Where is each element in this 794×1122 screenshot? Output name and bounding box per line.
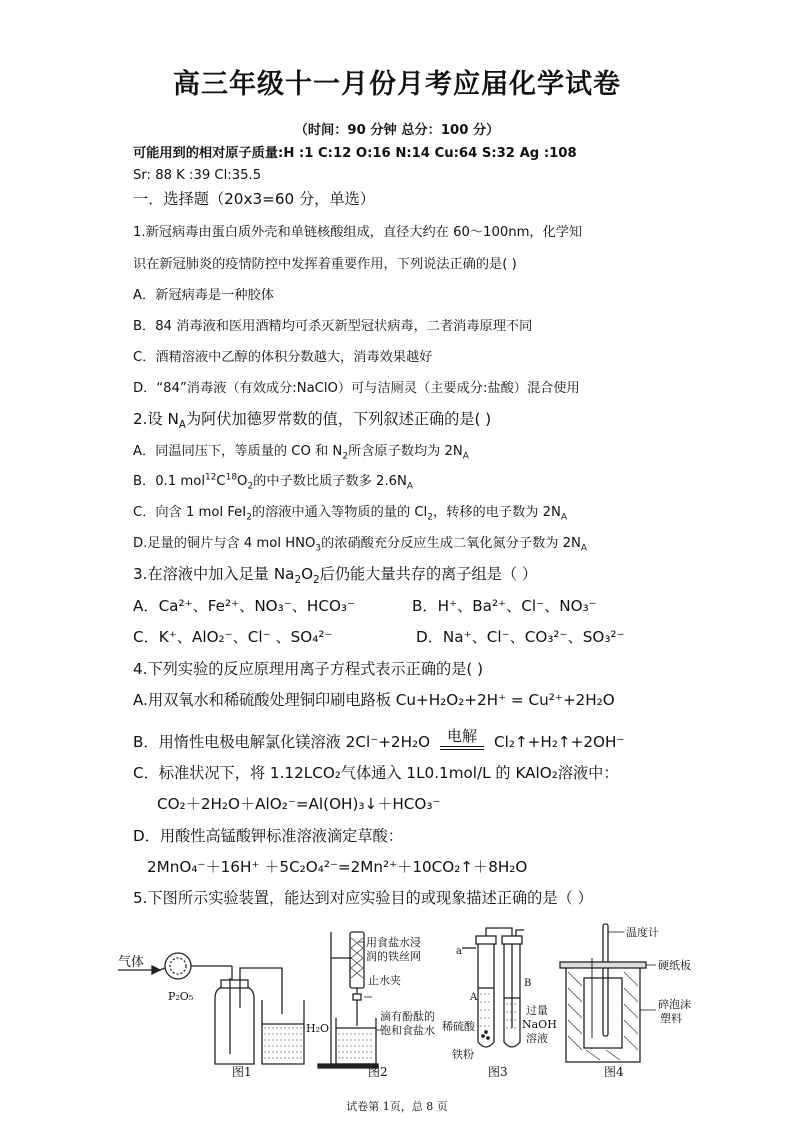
atomic-mass-line-2: Sr: 88 K :39 Cl:35.5 <box>133 168 262 183</box>
q4-option-c-1: C．标准状况下，将 1.12LCO₂气体通入 1L0.1mol/L 的 KAlO₂溶液中： <box>133 764 619 782</box>
time-info: （时间：90 分钟 总分：100 分） <box>294 123 500 138</box>
atomic-mass-line-1: 可能用到的相对原子质量:H :1 C:12 O:16 N:14 Cu:64 S:32 Ag :108 <box>133 146 577 161</box>
thermometer <box>603 924 608 1036</box>
figure-4 <box>560 924 691 1079</box>
q2-option-d: D.足量的铜片与含 4 mol $HNO_3$的浓硝酸充分反应生成二氧化氮分子数为 $2N_A$ <box>133 536 588 554</box>
fig2-label-2: 润的铁丝网 <box>366 950 421 963</box>
fig2-caption: 图2 <box>368 1065 388 1079</box>
q3-option-c: C．K⁺、AlO₂⁻、Cl⁻ 、SO₄²⁻ <box>133 628 333 646</box>
q2-stem: 2.设 $N_A$为阿伏加德罗常数的值，下列叙述正确的是( ) <box>133 410 492 432</box>
fig3-naoh-label-2: NaOH <box>522 1018 557 1031</box>
q4-option-b: B．用惰性电极电解氯化镁溶液 2Cl⁻+2H₂O 电解 Cl₂↑+H₂↑+2OH⁻ <box>133 727 625 751</box>
fig3-iron-label: 铁粉 <box>452 1048 474 1061</box>
fig2-label-3: 止水夹 <box>368 974 401 987</box>
beaker-2 <box>336 1018 376 1064</box>
q3-option-a: A．Ca²⁺、Fe²⁺、NO₃⁻、HCO₃⁻ <box>133 597 356 615</box>
fig1-gas-label: 气体 <box>118 955 145 970</box>
q4-option-d-1: D．用酸性高锰酸钾标准溶液滴定草酸： <box>133 827 403 845</box>
q2-option-a: A．同温同压下，等质量的 CO 和 $N_2$所含原子数均为 $2N_A$ <box>133 444 469 462</box>
q3-option-d: D．Na⁺、Cl⁻、CO₃²⁻、SO₃²⁻ <box>416 628 625 646</box>
electrolysis-condition: 电解 <box>440 733 484 751</box>
fig4-caption: 图4 <box>604 1065 624 1079</box>
fig1-water-label: H₂O <box>306 1022 330 1035</box>
q4-option-c-2: CO₂＋2H₂O＋AlO₂⁻=Al(OH)₃↓＋HCO₃⁻ <box>157 795 441 813</box>
section-heading: 一．选择题（20x3=60 分，单选） <box>133 190 375 208</box>
fig3-caption: 图3 <box>488 1065 508 1079</box>
fig4-thermo-label: 温度计 <box>626 926 659 939</box>
q1-stem-2: 识在新冠肺炎的疫情防控中发挥着重要作用，下列说法正确的是( ) <box>133 257 517 272</box>
drying-tube-bulb <box>165 953 191 979</box>
q3-stem: 3.在溶液中加入足量 $Na_2O_2$后仍能大量共存的离子组是（ ） <box>133 565 538 587</box>
fig3-naoh-label-3: 溶液 <box>526 1032 548 1045</box>
fig2-label-4: 滴有酚酞的 <box>380 1010 435 1023</box>
q4-option-d-2: 2MnO₄⁻＋16H⁺ ＋5C₂O₄²⁻=2Mn²⁺＋10CO₂↑＋8H₂O <box>147 858 528 876</box>
q5-stem: 5.下图所示实验装置，能达到对应实验目的或现象描述正确的是（ ） <box>133 889 593 907</box>
q1-option-d: D．“84”消毒液（有效成分:NaClO）可与洁厕灵（主要成分:盐酸）混合使用 <box>133 381 580 396</box>
q3-option-b: B．H⁺、Ba²⁺、Cl⁻、NO₃⁻ <box>412 597 597 615</box>
q4-option-a: A.用双氧水和稀硫酸处理铜印刷电路板 Cu+H₂O₂+2H⁺ = Cu²⁺+2H₂O <box>133 691 615 709</box>
fig2-label-5: 饱和食盐水 <box>380 1024 435 1037</box>
fig4-board-label: 硬纸板 <box>658 959 691 972</box>
fig1-caption: 图1 <box>232 1065 252 1079</box>
q2-option-b: B．0.1 $mol^{12}C^{18}O_2$的中子数比质子数多 $2.6N_A$ <box>133 472 414 492</box>
q1-stem-1: 1.新冠病毒由蛋白质外壳和单链核酸组成，直径大约在 60～100nm，化学知 <box>133 225 583 240</box>
fig4-foam-label-2: 塑料 <box>660 1012 682 1025</box>
figure-2 <box>318 932 435 1079</box>
fig2-label-1: 用食盐水浸 <box>366 936 421 949</box>
q4-stem: 4.下列实验的反应原理用离子方程式表示正确的是( ) <box>133 660 484 678</box>
wash-bottle <box>215 986 254 1064</box>
page-footer: 试卷第 1页，总 8 页 <box>346 1100 448 1113</box>
page-title: 高三年级十一月份月考应届化学试卷 <box>173 69 621 100</box>
fig3-tube-a-label: A <box>470 992 478 1003</box>
fig4-foam-label-1: 碎泡沫 <box>658 998 691 1011</box>
fig3-naoh-label-1: 过量 <box>526 1004 548 1017</box>
q1-option-b: B．84 消毒液和医用酒精均可杀灭新型冠状病毒，二者消毒原理不同 <box>133 319 533 334</box>
q2-option-c: C．向含 1 mol FeI$_2$的溶液中通入等物质的量的 $Cl_2$，转移的电子数为 $2N_A$ <box>133 505 568 523</box>
beaker <box>262 1000 304 1064</box>
figure-3 <box>442 928 557 1079</box>
fig3-tube-b-label: B <box>524 978 532 989</box>
test-tube-mesh <box>350 932 364 988</box>
fig3-a-label: a <box>456 946 462 957</box>
fig3-acid-label: 稀硫酸 <box>442 1020 475 1033</box>
figure-1 <box>118 953 329 1079</box>
fig1-reagent-label: P₂O₅ <box>168 990 194 1003</box>
apparatus-figures <box>0 918 794 1088</box>
q1-option-a: A．新冠病毒是一种胶体 <box>133 288 274 303</box>
q1-option-c: C．酒精溶液中乙醇的体积分数越大，消毒效果越好 <box>133 350 433 365</box>
